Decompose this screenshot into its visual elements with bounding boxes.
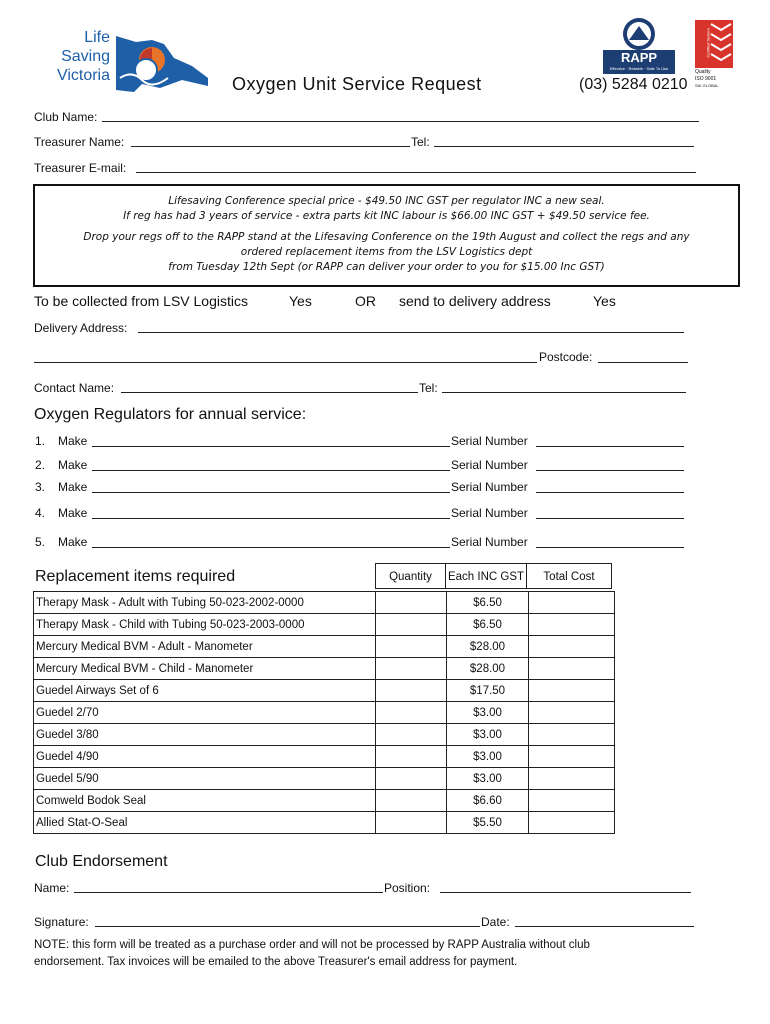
make-label: Make (58, 535, 88, 549)
notice-line2: If reg has had 3 years of service - extra parts kit INC labour is $66.00 INC GST + $49.50 service fee. (123, 210, 650, 222)
quantity-cell[interactable] (376, 812, 447, 834)
serial-number-label: Serial Number (451, 434, 528, 448)
postcode-field[interactable] (598, 362, 688, 363)
total-cost-cell[interactable] (529, 790, 615, 812)
make-label: Make (58, 506, 88, 520)
date-field[interactable] (515, 926, 694, 927)
delivery-address-field[interactable] (138, 332, 684, 333)
item-name-cell: Guedel 3/80 (34, 724, 376, 746)
each-price-column-header: Each INC GST (445, 563, 527, 589)
table-row (34, 702, 615, 724)
item-name-cell: Comweld Bodok Seal (34, 790, 376, 812)
contact-name-field[interactable] (121, 392, 418, 393)
position-label: Position: (384, 881, 431, 895)
table-row (34, 614, 615, 636)
make-label: Make (58, 434, 88, 448)
price-cell: $28.00 (447, 636, 529, 658)
total-cost-cell[interactable] (529, 636, 615, 658)
price-cell: $6.50 (447, 592, 529, 614)
serial-number-label: Serial Number (451, 506, 528, 520)
delivery-address-label: Delivery Address: (34, 321, 128, 335)
certified-system-badge (695, 20, 735, 92)
make-label: Make (58, 480, 88, 494)
total-cost-cell[interactable] (529, 614, 615, 636)
item-name-cell: Guedel 4/90 (34, 746, 376, 768)
table-row (34, 724, 615, 746)
table-row (34, 746, 615, 768)
lsv-logo-text (40, 28, 110, 85)
total-cost-cell[interactable] (529, 702, 615, 724)
cert-side-text: Certified System (705, 28, 711, 58)
total-cost-cell[interactable] (529, 724, 615, 746)
price-cell: $6.50 (447, 614, 529, 636)
quantity-cell[interactable] (376, 614, 447, 636)
price-cell: $28.00 (447, 658, 529, 680)
delivery-address-field-2[interactable] (34, 362, 537, 363)
or-label: OR (355, 293, 376, 309)
quantity-cell[interactable] (376, 592, 447, 614)
regulators-heading: Oxygen Regulators for annual service: (34, 406, 307, 423)
table-row (34, 658, 615, 680)
total-cost-cell[interactable] (529, 768, 615, 790)
serial-number-label: Serial Number (451, 535, 528, 549)
make-label: Make (58, 458, 88, 472)
club-name-field[interactable] (102, 121, 699, 122)
quantity-cell[interactable] (376, 768, 447, 790)
rapp-logo (603, 16, 675, 76)
treasurer-email-field[interactable] (136, 172, 696, 173)
price-cell: $5.50 (447, 812, 529, 834)
endorsement-note-line2: endorsement. Tax invoices will be emailed to the above Treasurer's email address for payment. (34, 956, 518, 968)
contact-tel-label: Tel: (419, 381, 438, 395)
quantity-cell[interactable] (376, 724, 447, 746)
regulator-number: 3. (35, 480, 46, 494)
lsv-logo-line3: Victoria (56, 67, 110, 84)
victoria-map-icon (112, 30, 212, 96)
serial-number-label: Serial Number (451, 480, 528, 494)
rapp-badge (603, 50, 675, 74)
make-field[interactable] (92, 446, 450, 447)
lsv-logo-line2: Saving (61, 48, 110, 65)
serial-number-field[interactable] (536, 518, 684, 519)
price-cell: $3.00 (447, 768, 529, 790)
regulator-row (35, 535, 685, 551)
price-cell: $3.00 (447, 724, 529, 746)
make-field[interactable] (92, 492, 450, 493)
replacement-items-table (33, 591, 615, 834)
cert-stripe (695, 20, 733, 68)
lsv-logo (40, 28, 210, 96)
treasurer-email-label: Treasurer E-mail: (34, 161, 127, 175)
quantity-cell[interactable] (376, 790, 447, 812)
quantity-cell[interactable] (376, 702, 447, 724)
collect-lsv-label: To be collected from LSV Logistics (34, 293, 248, 309)
notice-line3: Drop your regs off to the RAPP stand at the Lifesaving Conference on the 19th August and collect the regs and any (83, 231, 690, 243)
total-cost-cell[interactable] (529, 658, 615, 680)
price-cell: $3.00 (447, 746, 529, 768)
item-name-cell: Guedel 2/70 (34, 702, 376, 724)
regulator-number: 4. (35, 506, 46, 520)
position-field[interactable] (440, 892, 691, 893)
contact-tel-field[interactable] (442, 392, 686, 393)
quantity-cell[interactable] (376, 658, 447, 680)
lsv-logo-line1: Life (84, 29, 110, 46)
make-field[interactable] (92, 518, 450, 519)
cert-chevrons-icon (709, 22, 733, 66)
cert-body: SAI GLOBAL (695, 83, 719, 88)
club-name-label: Club Name: (34, 110, 98, 124)
table-row (34, 768, 615, 790)
endorsement-heading: Club Endorsement (35, 853, 168, 870)
notice-line5: from Tuesday 12th Sept (or RAPP can deliver your order to you for $15.00 Inc GST) (168, 261, 605, 273)
send-delivery-label: send to delivery address (399, 293, 551, 309)
total-cost-column-header: Total Cost (526, 563, 612, 589)
quantity-cell[interactable] (376, 746, 447, 768)
regulator-row (35, 480, 685, 496)
cert-quality: Quality (695, 69, 711, 75)
signature-label: Signature: (34, 915, 89, 929)
price-cell: $17.50 (447, 680, 529, 702)
cert-iso: ISO 9001 (695, 76, 717, 82)
endorser-name-label: Name: (34, 881, 70, 895)
price-cell: $6.60 (447, 790, 529, 812)
phone-number: (03) 5284 0210 (579, 76, 688, 93)
conference-notice-box (33, 184, 740, 287)
treasurer-tel-label: Tel: (411, 135, 430, 149)
regulator-number: 1. (35, 434, 46, 448)
endorser-name-field[interactable] (74, 892, 383, 893)
make-field[interactable] (92, 547, 450, 548)
signature-field[interactable] (95, 926, 480, 927)
item-name-cell: Mercury Medical BVM - Adult - Manometer (34, 636, 376, 658)
quantity-cell[interactable] (376, 636, 447, 658)
postcode-label: Postcode: (539, 350, 593, 364)
price-cell: $3.00 (447, 702, 529, 724)
serial-number-field[interactable] (536, 492, 684, 493)
notice-line1: Lifesaving Conference special price - $49.50 INC GST per regulator INC a new seal. (168, 195, 605, 207)
notice-line4: ordered replacement items from the LSV Logistics dept (240, 246, 533, 258)
total-cost-cell[interactable] (529, 812, 615, 834)
serial-number-field[interactable] (536, 547, 684, 548)
item-name-cell: Guedel 5/90 (34, 768, 376, 790)
quantity-column-header: Quantity (375, 563, 446, 589)
replacement-heading: Replacement items required (35, 568, 236, 585)
treasurer-name-label: Treasurer Name: (34, 135, 125, 149)
serial-number-label: Serial Number (451, 458, 528, 472)
total-cost-cell[interactable] (529, 592, 615, 614)
regulator-number: 5. (35, 535, 46, 549)
treasurer-name-field[interactable] (131, 146, 410, 147)
contact-name-label: Contact Name: (34, 381, 115, 395)
table-row (34, 790, 615, 812)
send-yes-option[interactable]: Yes (593, 293, 616, 309)
rapp-text: RAPP (620, 50, 658, 65)
item-name-cell: Therapy Mask - Adult with Tubing 50-023-2002-0000 (34, 592, 376, 614)
rapp-tagline: Effective · Reliable · Safe To Use (609, 66, 669, 71)
collect-yes-option[interactable]: Yes (289, 293, 312, 309)
item-name-cell: Allied Stat-O-Seal (34, 812, 376, 834)
endorsement-note-line1: NOTE: this form will be treated as a purchase order and will not be processed by RAPP Australia without club (34, 939, 590, 951)
item-name-cell: Therapy Mask - Child with Tubing 50-023-2003-0000 (34, 614, 376, 636)
treasurer-tel-field[interactable] (434, 146, 694, 147)
table-row (34, 812, 615, 834)
quantity-cell[interactable] (376, 680, 447, 702)
regulator-row (35, 458, 685, 474)
serial-number-field[interactable] (536, 446, 684, 447)
item-name-cell: Mercury Medical BVM - Child - Manometer (34, 658, 376, 680)
form-title: Oxygen Unit Service Request (232, 74, 482, 94)
total-cost-cell[interactable] (529, 746, 615, 768)
serial-number-field[interactable] (536, 470, 684, 471)
date-label: Date: (481, 915, 510, 929)
item-name-cell: Guedel Airways Set of 6 (34, 680, 376, 702)
regulator-row (35, 434, 685, 450)
make-field[interactable] (92, 470, 450, 471)
total-cost-cell[interactable] (529, 680, 615, 702)
table-row (34, 680, 615, 702)
regulator-row (35, 506, 685, 522)
table-row (34, 592, 615, 614)
table-row (34, 636, 615, 658)
regulator-number: 2. (35, 458, 46, 472)
